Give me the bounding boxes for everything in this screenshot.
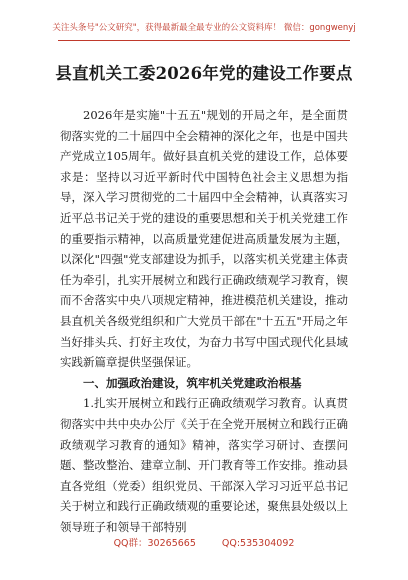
body-paragraph: 1.扎实开展树立和践行正确政绩观学习教育。认真贯彻落实中共中央办公厅《关于在全党开展树立和践行正确政绩观学习教育的通知》精神，落实学习研讨、查摆问题、整改整治、建章立制、开门教育等工作安排。推动县直各党组（党委）组织党员、干部深入学习习近平总书记关于树立和践行正确政绩观的重要论述，聚焦县处级以上领导班子和领导干部特别 (60, 396, 348, 534)
intro-paragraph: 2026年是实施"十五五"规划的开局之年，是全面贯彻落实党的二十届四中全会精神的深化之年，也是中国共产党成立105周年。做好县直机关党的建设工作，总体要求是：坚持以习近平新时代中国特色社会主义思想为指导，深入学习贯彻党的二十届四中全会精神，认真落实习近平总书记关于党的建设的重要思想和关于机关党建工作的重要指示精神，以高质量党建促进高质量发展为主题，以深化"四强"党支部建设为抓手，以落实机关党建主体责任为牵引，扎实开展树立和践行正确政绩观学习教育，锲而不舍落实中央八项规定精神，推进模范机关建设，推动县直机关各级党组织和广大党员干部在"十五五"开局之年当好排头兵、打好主攻仗，为奋力书写中国式现代化县域实践新篇章提供坚强保证。 (60, 108, 348, 370)
header-divider (58, 40, 350, 41)
document-title: 县直机关工委2026年党的建设工作要点 (55, 64, 353, 83)
document-body (60, 105, 348, 537)
section-heading: 一、加强政治建设，筑牢机关党建政治根基 (83, 375, 302, 390)
footer-contact (0, 537, 408, 551)
footer-qq: QQ:535304092 (221, 538, 295, 549)
header-notice: 关注头条号"公文研究"，获得最新最全最专业的公文资料库！ 微信：gongwenyj (52, 23, 356, 33)
footer-qq-group: QQ群：30265665 (113, 538, 196, 549)
